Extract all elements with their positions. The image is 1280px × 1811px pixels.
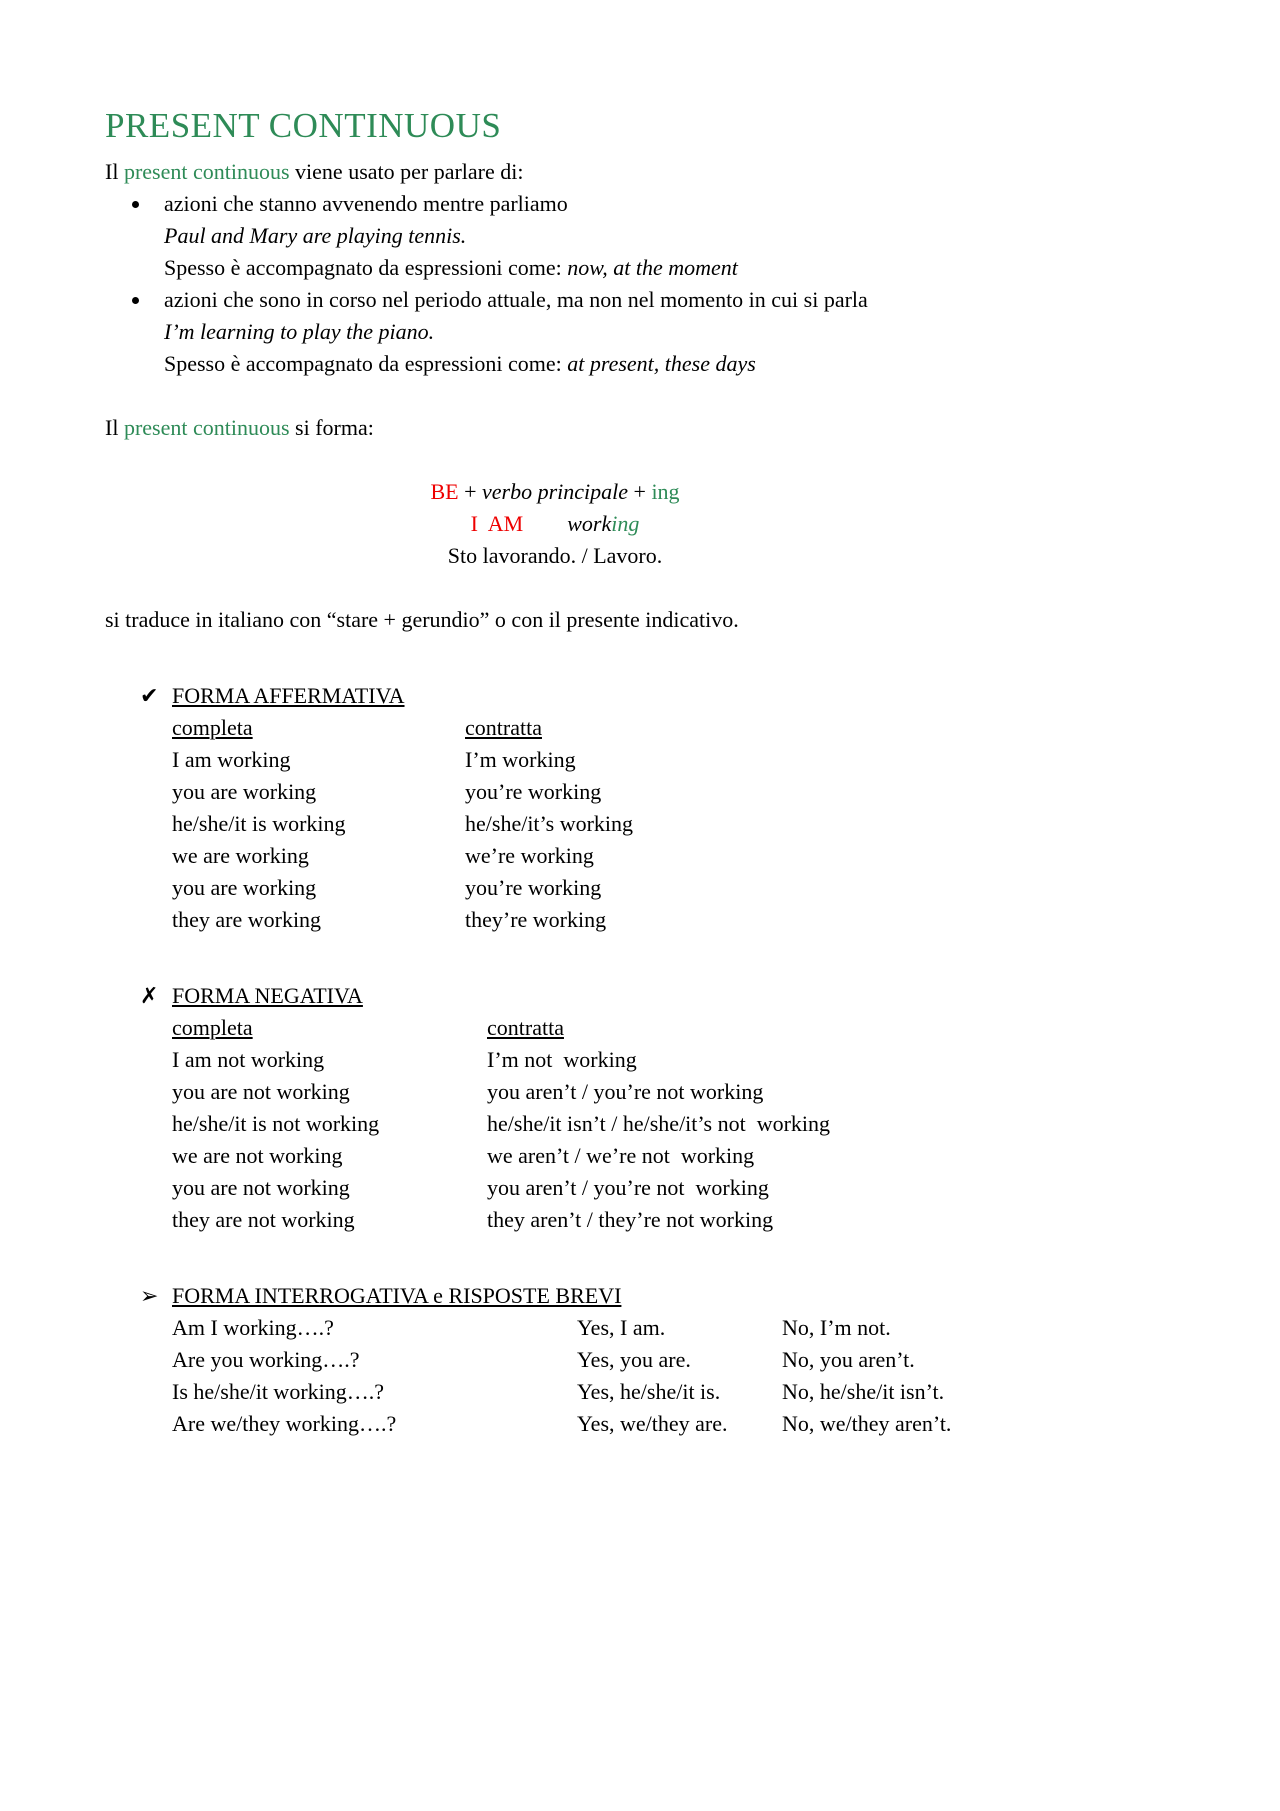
cross-icon: ✗	[140, 983, 159, 1008]
table-cell: Yes, he/she/it is.	[577, 1379, 721, 1404]
translation-note: si traduce in italiano con “stare + gerundio” o con il presente indicativo.	[105, 607, 739, 632]
interrogative-heading: FORMA INTERROGATIVA e RISPOSTE BREVI	[172, 1283, 622, 1308]
affirmative-section	[105, 680, 1180, 936]
bullet-2-note-text: Spesso è accompagnato da espressioni come:	[164, 351, 568, 376]
formula-verb: verbo principale	[481, 479, 629, 504]
table-cell: you aren’t / you’re not working	[487, 1175, 769, 1200]
formula-block	[105, 476, 1005, 572]
table-cell: Yes, we/they are.	[577, 1411, 728, 1436]
bullet-2-note	[164, 348, 982, 380]
table-cell: you’re working	[465, 779, 602, 804]
intro-term: present continuous	[123, 159, 290, 184]
table-cell: Are you working….?	[172, 1347, 360, 1372]
table-cell: we’re working	[465, 843, 594, 868]
table-cell: Are we/they working….?	[172, 1411, 397, 1436]
formula-rule	[105, 476, 1005, 508]
column-header-completa: completa	[172, 715, 253, 740]
table-cell: we are working	[172, 843, 309, 868]
table-cell: I’m not working	[487, 1047, 637, 1072]
check-icon: ✔	[140, 683, 159, 708]
negative-heading-row	[105, 980, 1180, 1012]
bullet-2-example: I’m learning to play the piano.	[164, 319, 435, 344]
table-cell: we aren’t / we’re not working	[487, 1143, 755, 1168]
table-cell: you’re working	[465, 875, 602, 900]
table-cell: we are not working	[172, 1143, 343, 1168]
intro-suffix: viene usato per parlare di:	[289, 159, 524, 184]
bullet-1-note	[164, 252, 982, 284]
table-cell: you are not working	[172, 1079, 350, 1104]
affirmative-heading-row	[105, 680, 1180, 712]
table-cell: I am not working	[172, 1047, 325, 1072]
table-cell: No, I’m not.	[782, 1315, 891, 1340]
table-cell: he/she/it is not working	[172, 1111, 380, 1136]
forma-prefix: Il	[105, 415, 124, 440]
bullet-1-example: Paul and Mary are playing tennis.	[164, 223, 467, 248]
formula-be: BE	[430, 479, 459, 504]
table-cell: they’re working	[465, 907, 607, 932]
table-cell: they are not working	[172, 1207, 355, 1232]
table-cell: Yes, I am.	[577, 1315, 666, 1340]
negative-section	[105, 980, 1180, 1236]
table-cell: you are working	[172, 875, 317, 900]
formula-example	[105, 508, 1005, 540]
table-cell: you aren’t / you’re not working	[487, 1079, 764, 1104]
affirmative-heading: FORMA AFFERMATIVA	[172, 683, 405, 708]
forma-suffix: si forma:	[289, 415, 374, 440]
table-cell: I am working	[172, 747, 291, 772]
negative-heading: FORMA NEGATIVA	[172, 983, 363, 1008]
formula-plus-1: +	[458, 479, 482, 504]
formula-translation: Sto lavorando. / Lavoro.	[447, 543, 663, 568]
bullet-item-2	[152, 284, 982, 380]
column-header-contratta: contratta	[465, 715, 542, 740]
table-cell: he/she/it is working	[172, 811, 346, 836]
interrogative-section	[105, 1280, 1180, 1440]
affirmative-table	[172, 712, 1180, 936]
interrogative-table	[172, 1312, 1180, 1440]
table-cell: you are working	[172, 779, 317, 804]
bullet-item-1	[152, 188, 982, 284]
table-cell: he/she/it isn’t / he/she/it’s not working	[487, 1111, 831, 1136]
page-title: PRESENT CONTINUOUS	[105, 106, 502, 145]
table-cell: you are not working	[172, 1175, 350, 1200]
formula-work: work	[567, 511, 612, 536]
negative-table	[172, 1012, 1180, 1236]
table-cell: he/she/it’s working	[465, 811, 634, 836]
table-cell: Am I working….?	[172, 1315, 334, 1340]
table-cell: No, you aren’t.	[782, 1347, 915, 1372]
intro-prefix: Il	[105, 159, 124, 184]
forma-term: present continuous	[123, 415, 290, 440]
column-header-completa: completa	[172, 1015, 253, 1040]
formula-work-ing: ing	[611, 511, 640, 536]
bullet-2-text: • azioni che sono in corso nel periodo attuale, ma non nel momento in cui si parla	[164, 287, 868, 312]
table-cell: I’m working	[465, 747, 576, 772]
bullet-1-note-text: Spesso è accompagnato da espressioni come:	[164, 255, 568, 280]
intro-paragraph	[105, 156, 1180, 188]
table-cell: No, he/she/it isn’t.	[782, 1379, 945, 1404]
forma-paragraph	[105, 412, 1180, 444]
formula-subject: I AM	[470, 511, 524, 536]
bullet-2-note-expressions: at present, these days	[567, 351, 756, 376]
bullet-1-text: • azioni che stanno avvenendo mentre parliamo	[164, 191, 568, 216]
column-header-contratta: contratta	[487, 1015, 564, 1040]
table-cell: Is he/she/it working….?	[172, 1379, 385, 1404]
interrogative-heading-row	[105, 1280, 1180, 1312]
table-cell: they aren’t / they’re not working	[487, 1207, 774, 1232]
table-cell: they are working	[172, 907, 322, 932]
usage-bullet-list	[105, 188, 982, 380]
formula-ing: ing	[651, 479, 680, 504]
formula-plus-2: +	[628, 479, 652, 504]
table-cell: Yes, you are.	[577, 1347, 691, 1372]
arrow-icon: ➢	[140, 1283, 159, 1308]
bullet-1-note-expressions: now, at the moment	[567, 255, 738, 280]
table-cell: No, we/they aren’t.	[782, 1411, 952, 1436]
